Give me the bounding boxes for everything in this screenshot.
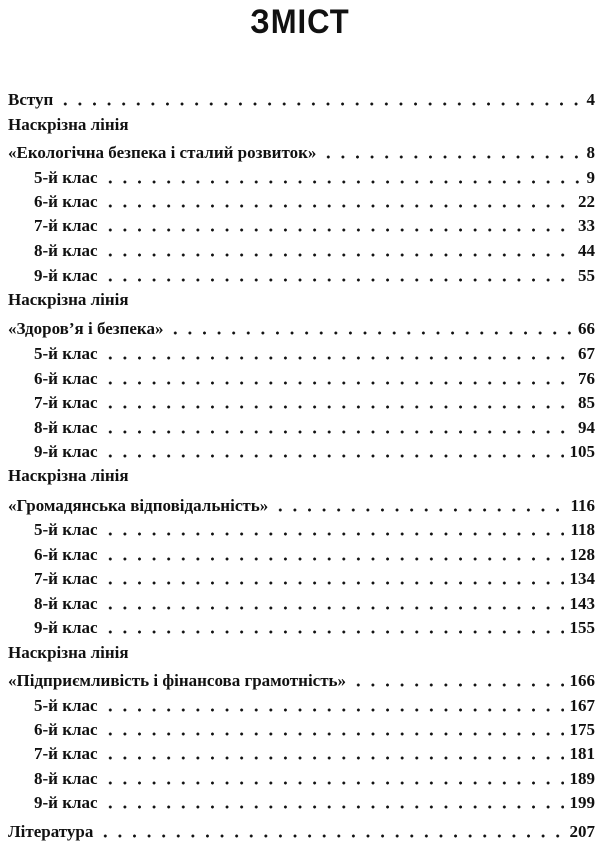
class-label: 5-й клас	[34, 168, 98, 187]
class-label: 6-й клас	[34, 192, 98, 211]
page-number: 189	[569, 769, 595, 788]
dot-leader	[103, 618, 564, 638]
page-number: 85	[578, 393, 595, 412]
class-label: 9-й клас	[34, 618, 98, 637]
page-number: 94	[578, 418, 595, 437]
section-heading: Наскрізна лінія	[8, 643, 129, 662]
page-number: 118	[570, 520, 595, 539]
toc-entry-class[interactable]	[8, 262, 595, 286]
dot-leader	[103, 769, 564, 789]
page-number: 128	[569, 545, 595, 564]
page-number: 155	[569, 618, 595, 637]
toc-entry-class[interactable]	[8, 414, 595, 438]
toc-entry-class[interactable]	[8, 765, 595, 789]
dot-leader	[103, 520, 565, 540]
class-label: 6-й клас	[34, 545, 98, 564]
dot-leader	[351, 671, 563, 691]
page-number: 207	[569, 822, 595, 841]
toc-entry-class[interactable]	[8, 692, 595, 716]
class-label: 5-й клас	[34, 520, 98, 539]
dot-leader	[103, 418, 572, 438]
entry-label: Література	[8, 822, 94, 841]
dot-leader	[103, 344, 572, 364]
page-number: 76	[578, 369, 595, 388]
page-number: 116	[570, 496, 595, 515]
page-number: 134	[569, 569, 595, 588]
toc-entry-literature[interactable]	[8, 818, 595, 842]
dot-leader	[103, 442, 564, 462]
toc-entry-class[interactable]	[8, 789, 595, 813]
page-number: 175	[569, 720, 595, 739]
page-number: 166	[569, 671, 595, 690]
page-number: 167	[569, 696, 595, 715]
toc-entry-intro[interactable]	[8, 86, 595, 110]
page-number: 67	[578, 344, 595, 363]
class-label: 7-й клас	[34, 216, 98, 235]
class-label: 6-й клас	[34, 369, 98, 388]
dot-leader	[103, 393, 572, 413]
toc-entry-class[interactable]	[8, 389, 595, 413]
dot-leader	[103, 266, 572, 286]
toc-entry-class[interactable]	[8, 565, 595, 589]
class-label: 9-й клас	[34, 266, 98, 285]
toc-entry-class[interactable]	[8, 237, 595, 261]
dot-leader	[103, 569, 564, 589]
class-label: 5-й клас	[34, 344, 98, 363]
toc-entry-class[interactable]	[8, 438, 595, 462]
page-number: 9	[586, 168, 595, 187]
page-number: 33	[578, 216, 595, 235]
class-label: 6-й клас	[34, 720, 98, 739]
toc-entry-class[interactable]	[8, 340, 595, 364]
page-number: 22	[578, 192, 595, 211]
page-number: 4	[586, 90, 595, 109]
section-heading: Наскрізна лінія	[8, 466, 129, 485]
dot-leader	[168, 319, 572, 339]
dot-leader	[103, 168, 581, 188]
class-label: 9-й клас	[34, 442, 98, 461]
dot-leader	[103, 192, 572, 212]
class-label: 8-й клас	[34, 594, 98, 613]
section-heading: Наскрізна лінія	[8, 115, 129, 134]
section-name: «Екологічна безпека і сталий розвиток»	[8, 143, 317, 162]
dot-leader	[103, 241, 572, 261]
dot-leader	[103, 369, 572, 389]
toc-entry-class[interactable]	[8, 740, 595, 764]
page-number: 44	[578, 241, 595, 260]
toc-entry-class[interactable]	[8, 590, 595, 614]
toc-entry-class[interactable]	[8, 614, 595, 638]
page-number: 66	[578, 319, 595, 338]
toc-entry-class[interactable]	[8, 365, 595, 389]
section-heading: Наскрізна лінія	[8, 290, 129, 309]
class-label: 5-й клас	[34, 696, 98, 715]
dot-leader	[103, 594, 564, 614]
entry-label: Вступ	[8, 90, 54, 109]
class-label: 9-й клас	[34, 793, 98, 812]
dot-leader	[103, 744, 564, 764]
toc-entry-class[interactable]	[8, 541, 595, 565]
toc-entry-section[interactable]	[8, 139, 595, 163]
dot-leader	[103, 793, 564, 813]
toc-entry-class[interactable]	[8, 164, 595, 188]
dot-leader	[103, 216, 572, 236]
dot-leader	[103, 720, 564, 740]
section-name: «Підприємливість і фінансова грамотність»	[8, 671, 347, 690]
class-label: 8-й клас	[34, 769, 98, 788]
page-number: 199	[569, 793, 595, 812]
page-number: 143	[569, 594, 595, 613]
class-label: 8-й клас	[34, 418, 98, 437]
page-title: ЗМІСТ	[250, 1, 350, 42]
class-label: 7-й клас	[34, 744, 98, 763]
toc-entry-section[interactable]	[8, 315, 595, 339]
dot-leader	[58, 90, 580, 110]
page-number: 105	[569, 442, 595, 461]
section-name: «Здоров’я і безпека»	[8, 319, 164, 338]
dot-leader	[321, 143, 580, 163]
page-number: 181	[569, 744, 595, 763]
class-label: 7-й клас	[34, 393, 98, 412]
toc-entry-class[interactable]	[8, 716, 595, 740]
class-label: 7-й клас	[34, 569, 98, 588]
dot-leader	[98, 822, 563, 842]
toc-entry-section[interactable]	[8, 667, 595, 691]
page-number: 8	[586, 143, 595, 162]
page-number: 55	[578, 266, 595, 285]
toc-entry-class[interactable]	[8, 516, 595, 540]
dot-leader	[273, 496, 564, 516]
section-name: «Громадянська відповідальність»	[8, 496, 269, 515]
class-label: 8-й клас	[34, 241, 98, 260]
dot-leader	[103, 545, 564, 565]
dot-leader	[103, 696, 564, 716]
toc-entry-class[interactable]	[8, 188, 595, 212]
toc-entry-section[interactable]	[8, 492, 595, 516]
toc-entry-class[interactable]	[8, 212, 595, 236]
